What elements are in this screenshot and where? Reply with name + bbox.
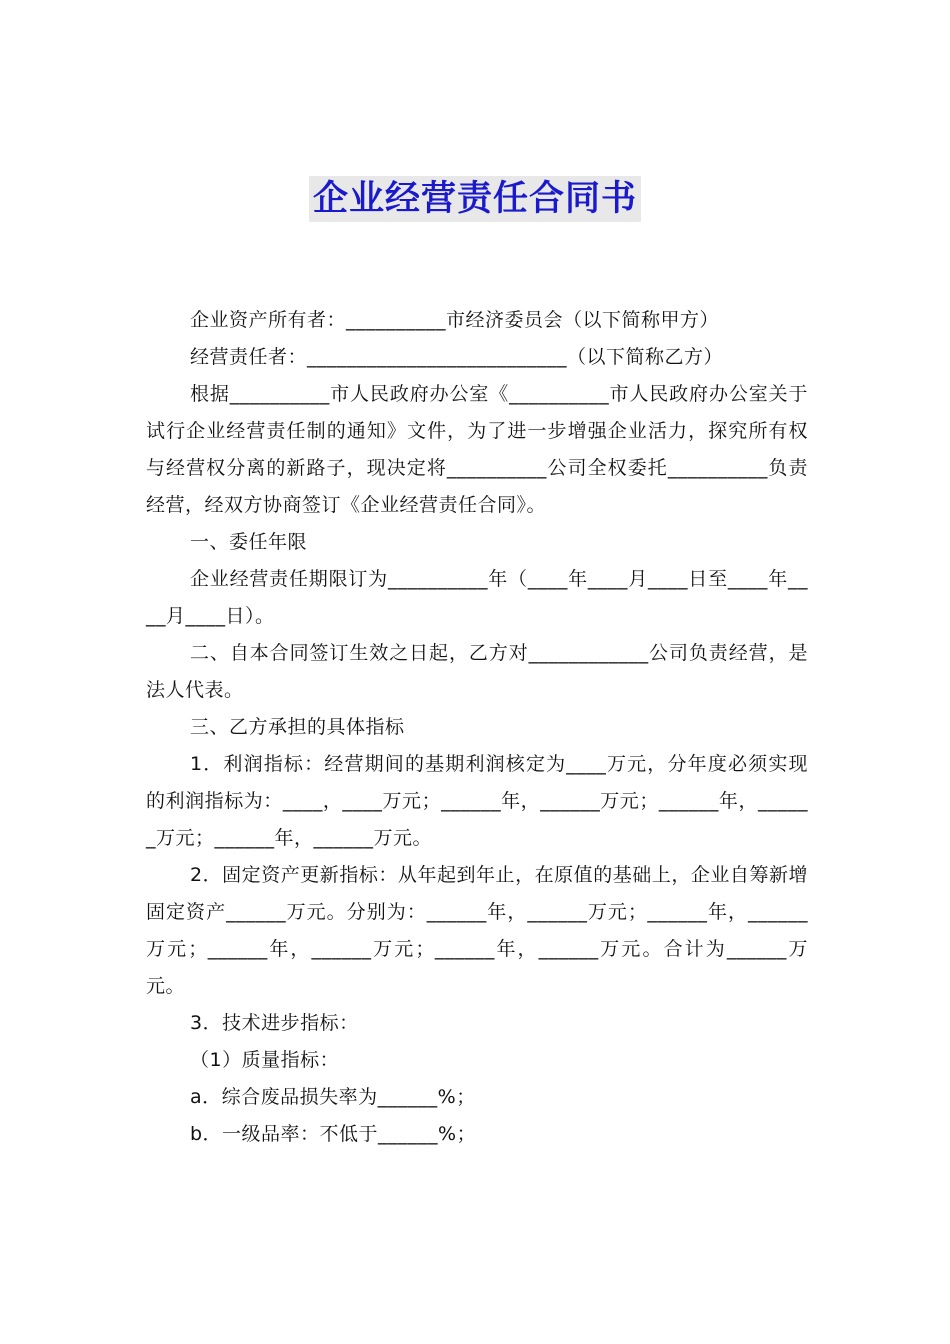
paragraph-profit-indicator: 1．利润指标：经营期间的基期利润核定为____万元，分年度必须实现的利润指标为：____，____万元；______年，______万元；______年，______万元；______年，______万元。 xyxy=(146,753,808,849)
paragraph-basis: 根据__________市人民政府办公室《__________市人民政府办公室关于试行企业经营责任制的通知》文件，为了进一步增强企业活力，探究所有权与经营权分离的新路子，现决定将__________公司全权委托__________负责经营，经双方协商签订《企业经营责任合同》。 xyxy=(146,383,808,516)
paragraph-fixed-asset-indicator: 2．固定资产更新指标：从年起到年止，在原值的基础上，企业自筹新增固定资产______万元。分别为：______年，______万元；______年，______万元；______年，______万元；______年，______万元。合计为______万元。 xyxy=(146,864,808,997)
title-container xyxy=(0,176,950,222)
paragraph-legal-rep: 二、自本合同签订生效之日起，乙方对____________公司负责经营，是法人代表。 xyxy=(146,642,808,701)
paragraph-first-grade-rate: b．一级品率：不低于______%； xyxy=(190,1123,477,1145)
document-title: 企业经营责任合同书 xyxy=(309,176,641,222)
document-body xyxy=(146,302,808,1153)
paragraph-term: 企业经营责任期限订为__________年（____年____月____日至____年____月____日）。 xyxy=(146,568,808,627)
paragraph-tech-indicator: 3．技术进步指标： xyxy=(190,1012,359,1034)
section-heading-term: 一、委任年限 xyxy=(190,531,308,553)
section-heading-indicators: 三、乙方承担的具体指标 xyxy=(190,716,405,738)
paragraph-operator: 经营责任者：__________________________（以下简称乙方） xyxy=(190,346,724,368)
paragraph-quality-indicator: （1）质量指标： xyxy=(190,1049,340,1071)
paragraph-scrap-rate: a．综合废品损失率为______%； xyxy=(190,1086,476,1108)
paragraph-owner: 企业资产所有者：__________市经济委员会（以下简称甲方） xyxy=(190,309,720,331)
